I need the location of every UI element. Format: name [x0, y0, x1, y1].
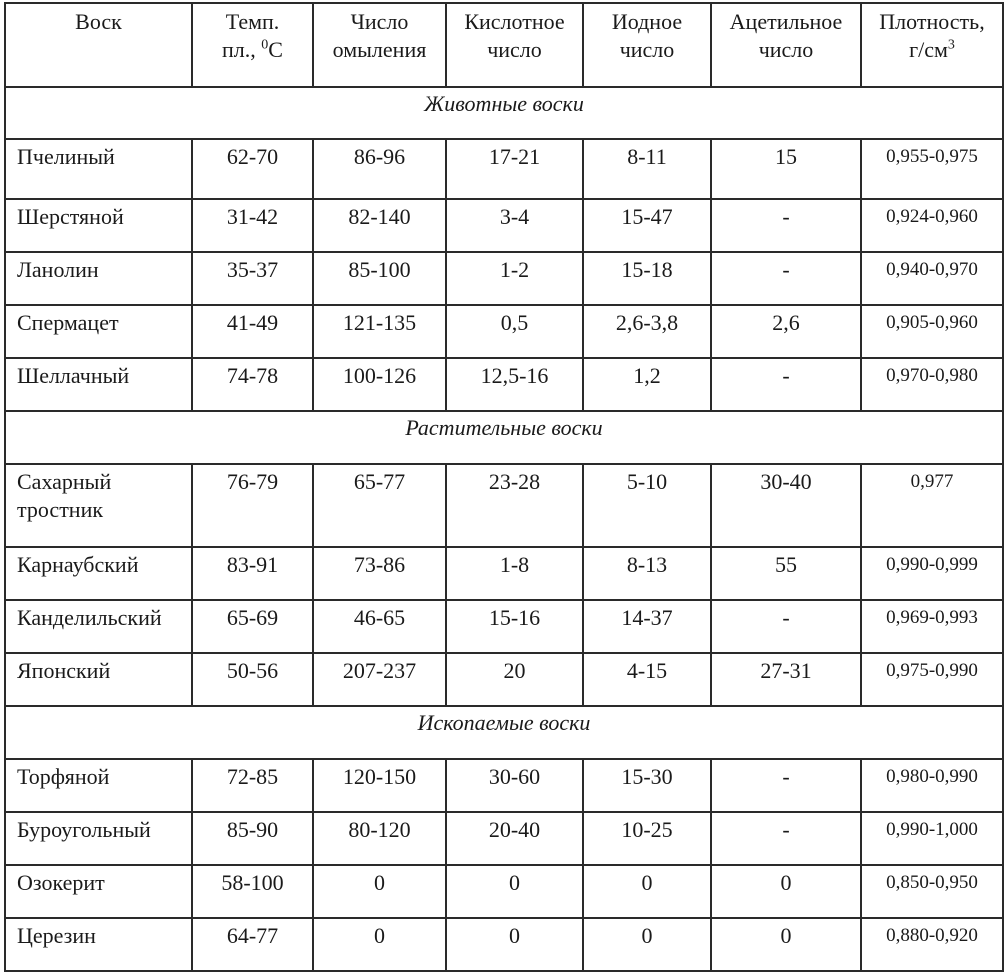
cell-acid: 20-40: [446, 812, 583, 865]
section-title: Животные воски: [5, 87, 1003, 139]
cell-density: 0,970-0,980: [861, 358, 1003, 411]
table-row: [5, 918, 1003, 971]
cell-saponif: 100-126: [313, 358, 446, 411]
cell-acetyl: -: [711, 252, 861, 305]
table-row: [5, 252, 1003, 305]
cell-iodine: 15-18: [583, 252, 711, 305]
cell-name: Ланолин: [5, 252, 192, 305]
cell-name: Торфяной: [5, 759, 192, 812]
cell-iodine: 8-11: [583, 139, 711, 199]
header-melting-temp: Темп. пл., $^0$C: [192, 3, 313, 87]
cell-density: 0,990-1,000: [861, 812, 1003, 865]
cell-iodine: 5-10: [583, 464, 711, 547]
cell-iodine: 0: [583, 918, 711, 971]
cell-acetyl: 30-40: [711, 464, 861, 547]
header-acid-number: Кислотное число: [446, 3, 583, 87]
cell-acetyl: 27-31: [711, 653, 861, 706]
cell-acid: 0: [446, 865, 583, 918]
cell-density: 0,850-0,950: [861, 865, 1003, 918]
cell-name: Шерстяной: [5, 199, 192, 252]
cell-iodine: 2,6-3,8: [583, 305, 711, 358]
cell-acid: 3-4: [446, 199, 583, 252]
cell-iodine: 15-47: [583, 199, 711, 252]
cell-acetyl: 0: [711, 918, 861, 971]
cell-acid: 15-16: [446, 600, 583, 653]
cell-acid: 1-8: [446, 547, 583, 600]
cell-density: 0,980-0,990: [861, 759, 1003, 812]
table-row: [5, 653, 1003, 706]
cell-iodine: 4-15: [583, 653, 711, 706]
header-acetyl-number: Ацетильное число: [711, 3, 861, 87]
cell-acetyl: 55: [711, 547, 861, 600]
table-row: [5, 358, 1003, 411]
cell-density: 0,905-0,960: [861, 305, 1003, 358]
cell-name: Сахарный тростник: [5, 464, 192, 547]
cell-saponif: 121-135: [313, 305, 446, 358]
cell-iodine: 10-25: [583, 812, 711, 865]
cell-density: 0,880-0,920: [861, 918, 1003, 971]
header-row: [5, 3, 1003, 87]
cell-name: Канделильский: [5, 600, 192, 653]
cell-name: Озокерит: [5, 865, 192, 918]
cell-name: Церезин: [5, 918, 192, 971]
cell-acetyl: -: [711, 199, 861, 252]
cell-acetyl: -: [711, 812, 861, 865]
cell-name: Буроугольный: [5, 812, 192, 865]
cell-acetyl: 0: [711, 865, 861, 918]
cell-name: Японский: [5, 653, 192, 706]
table-row: [5, 547, 1003, 600]
cell-temp: 62-70: [192, 139, 313, 199]
table-row: [5, 600, 1003, 653]
section-row: [5, 706, 1003, 759]
cell-temp: 76-79: [192, 464, 313, 547]
cell-saponif: 85-100: [313, 252, 446, 305]
cell-acid: 30-60: [446, 759, 583, 812]
cell-saponif: 80-120: [313, 812, 446, 865]
cell-density: 0,975-0,990: [861, 653, 1003, 706]
cell-temp: 41-49: [192, 305, 313, 358]
table-row: [5, 139, 1003, 199]
cell-saponif: 82-140: [313, 199, 446, 252]
cell-saponif: 86-96: [313, 139, 446, 199]
table-row: [5, 759, 1003, 812]
cell-iodine: 14-37: [583, 600, 711, 653]
cell-temp: 85-90: [192, 812, 313, 865]
cell-acid: 23-28: [446, 464, 583, 547]
cell-density: 0,969-0,993: [861, 600, 1003, 653]
cell-name: Шеллачный: [5, 358, 192, 411]
cell-iodine: 15-30: [583, 759, 711, 812]
cell-temp: 35-37: [192, 252, 313, 305]
section-title: Растительные воски: [5, 411, 1003, 464]
cell-saponif: 120-150: [313, 759, 446, 812]
cell-saponif: 207-237: [313, 653, 446, 706]
table-row: [5, 305, 1003, 358]
wax-properties-table: [4, 2, 1004, 972]
cell-acid: 20: [446, 653, 583, 706]
header-density: Плотность, $г/см^3$: [861, 3, 1003, 87]
cell-acetyl: -: [711, 358, 861, 411]
cell-temp: 50-56: [192, 653, 313, 706]
cell-acid: 0,5: [446, 305, 583, 358]
cell-acid: 0: [446, 918, 583, 971]
table-row: [5, 199, 1003, 252]
cell-density: 0,990-0,999: [861, 547, 1003, 600]
cell-iodine: 1,2: [583, 358, 711, 411]
cell-saponif: 0: [313, 865, 446, 918]
cell-temp: 72-85: [192, 759, 313, 812]
cell-acetyl: -: [711, 600, 861, 653]
cell-temp: 31-42: [192, 199, 313, 252]
cell-saponif: 65-77: [313, 464, 446, 547]
cell-acid: 1-2: [446, 252, 583, 305]
cell-temp: 65-69: [192, 600, 313, 653]
cell-name: Спермацет: [5, 305, 192, 358]
table-row: [5, 464, 1003, 547]
cell-temp: 74-78: [192, 358, 313, 411]
cell-iodine: 8-13: [583, 547, 711, 600]
header-iodine-number: Иодное число: [583, 3, 711, 87]
cell-acetyl: 15: [711, 139, 861, 199]
cell-name: Карнаубский: [5, 547, 192, 600]
section-title: Ископаемые воски: [5, 706, 1003, 759]
section-row: [5, 87, 1003, 139]
header-saponification: Число омыления: [313, 3, 446, 87]
section-row: [5, 411, 1003, 464]
cell-temp: 83-91: [192, 547, 313, 600]
cell-saponif: 73-86: [313, 547, 446, 600]
cell-density: 0,977: [861, 464, 1003, 547]
table-row: [5, 812, 1003, 865]
cell-density: 0,955-0,975: [861, 139, 1003, 199]
cell-acetyl: 2,6: [711, 305, 861, 358]
table-row: [5, 865, 1003, 918]
cell-temp: 58-100: [192, 865, 313, 918]
cell-name: Пчелиный: [5, 139, 192, 199]
cell-iodine: 0: [583, 865, 711, 918]
cell-acid: 12,5-16: [446, 358, 583, 411]
cell-saponif: 46-65: [313, 600, 446, 653]
cell-density: 0,940-0,970: [861, 252, 1003, 305]
header-wax: Воск: [5, 3, 192, 87]
cell-acid: 17-21: [446, 139, 583, 199]
cell-temp: 64-77: [192, 918, 313, 971]
cell-acetyl: -: [711, 759, 861, 812]
cell-saponif: 0: [313, 918, 446, 971]
cell-density: 0,924-0,960: [861, 199, 1003, 252]
